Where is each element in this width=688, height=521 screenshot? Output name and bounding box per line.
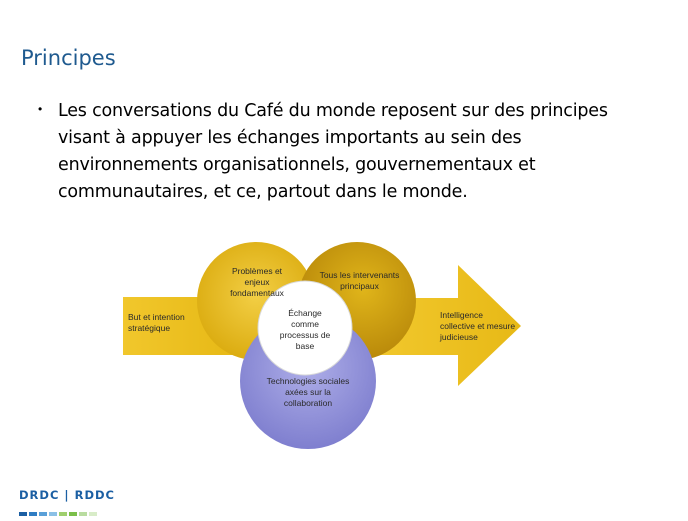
slide-title: Principes <box>21 46 116 70</box>
footer-logo: DRDC | RDDC <box>19 488 115 502</box>
label-arrow-left: But et intention stratégique <box>128 312 185 333</box>
label-circle-right: Tous les intervenants principaux <box>319 270 400 291</box>
label-circle-bottom: Technologies sociales axées sur la collaboration <box>266 376 350 408</box>
bullet-text: Les conversations du Café du monde reposent sur des principes visant à appuyer les échanges importants au sein des environnements organisationnels, gouvernementaux et communautaires, et ce, partout dans le monde. <box>58 101 608 202</box>
bullet-marker: • <box>38 102 43 116</box>
label-circle-center: Échange comme processus de base <box>279 308 331 351</box>
label-circle-left: Problèmes et enjeux fondamentaux <box>230 266 284 298</box>
footer-logo-bar <box>19 503 129 507</box>
label-arrow-right: Intelligence collective et mesure judicieuse <box>440 310 516 342</box>
